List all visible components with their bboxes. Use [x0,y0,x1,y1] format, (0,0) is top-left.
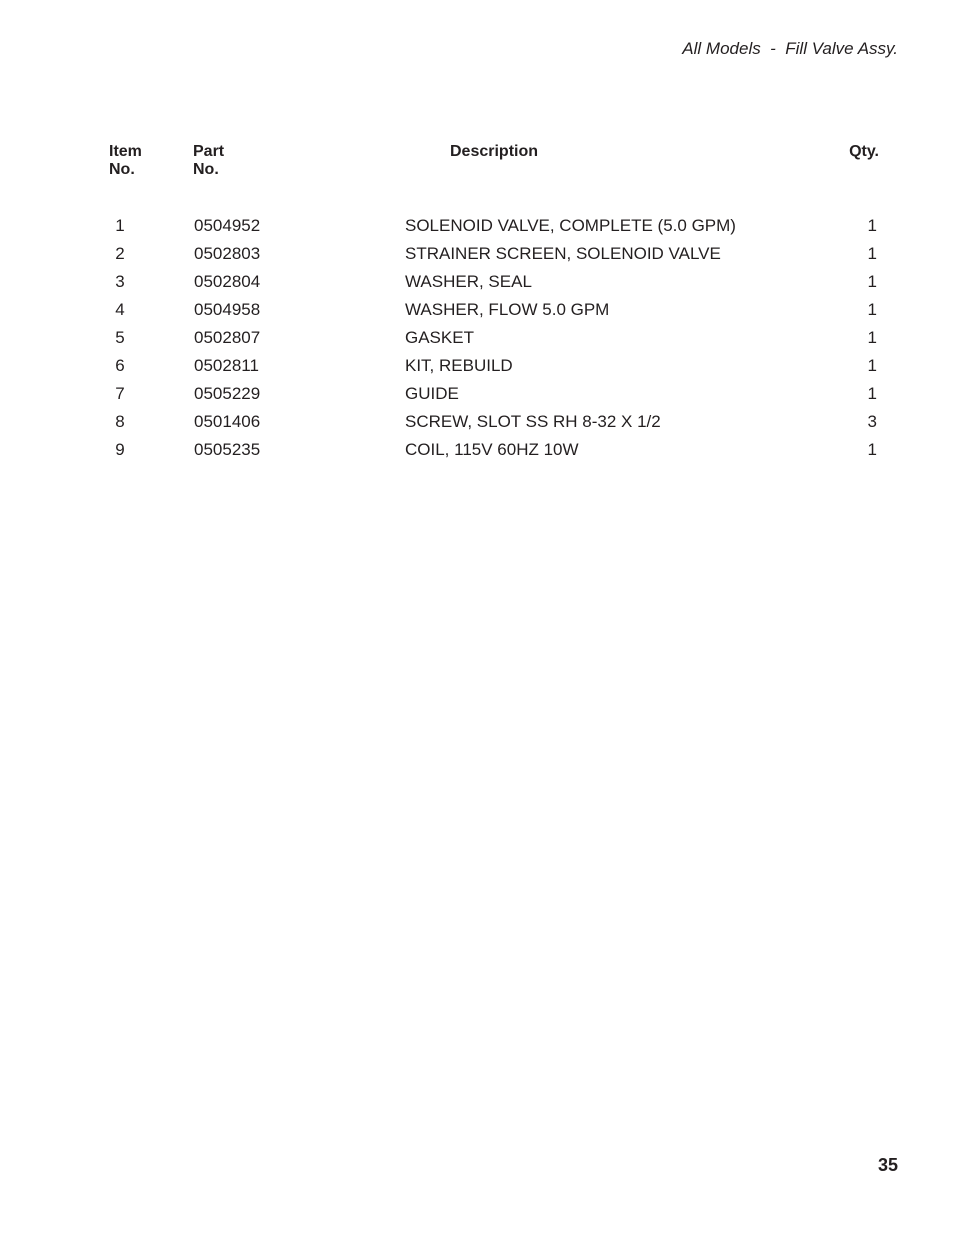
item-number: 6 [115,356,125,375]
part-description: COIL, 115V 60HZ 10W [405,440,579,459]
column-header-part-no: Part No. [193,143,225,178]
running-header: All Models - Fill Valve Assy. [682,39,898,58]
part-description: SOLENOID VALVE, COMPLETE (5.0 GPM) [405,216,736,235]
part-quantity: 1 [867,244,877,263]
part-number: 0504952 [194,216,261,235]
part-quantity: 1 [867,216,877,235]
page-number: 35 [877,1155,898,1175]
part-number: 0502803 [194,244,261,263]
table-row [108,411,880,439]
item-number: 7 [115,384,125,403]
part-quantity: 1 [867,300,877,319]
item-number: 8 [115,412,125,431]
part-quantity: 3 [867,412,877,431]
table-row [108,243,880,271]
part-description: SCREW, SLOT SS RH 8-32 X 1/2 [405,412,661,431]
part-quantity: 1 [867,440,877,459]
parts-list-table [108,143,880,459]
table-row [108,299,880,327]
part-number: 0502811 [194,356,259,375]
item-number: 4 [115,300,125,319]
table-row [108,439,880,467]
part-number: 0502807 [194,328,261,347]
item-number: 3 [115,272,125,291]
column-header-qty: Qty. [849,143,879,160]
part-number: 0505235 [194,440,261,459]
table-row [108,355,880,383]
part-description: GASKET [405,328,474,347]
table-header [108,143,880,203]
part-number: 0501406 [194,412,261,431]
part-quantity: 1 [867,272,877,291]
part-description: WASHER, FLOW 5.0 GPM [405,300,610,319]
table-row [108,271,880,299]
item-number: 9 [115,440,125,459]
table-row [108,327,880,355]
table-body [108,215,880,467]
part-number: 0504958 [194,300,261,319]
item-number: 5 [115,328,125,347]
table-row [108,383,880,411]
part-description: KIT, REBUILD [405,356,513,375]
part-description: GUIDE [405,384,459,403]
item-number: 2 [115,244,125,263]
item-number: 1 [115,216,125,235]
part-quantity: 1 [867,356,877,375]
part-number: 0502804 [194,272,261,291]
part-description: WASHER, SEAL [405,272,532,291]
table-row [108,215,880,243]
column-header-item-no: Item No. [109,143,142,178]
part-quantity: 1 [867,328,877,347]
column-header-description: Description [450,143,539,160]
part-quantity: 1 [867,384,877,403]
part-number: 0505229 [194,384,261,403]
part-description: STRAINER SCREEN, SOLENOID VALVE [405,244,721,263]
